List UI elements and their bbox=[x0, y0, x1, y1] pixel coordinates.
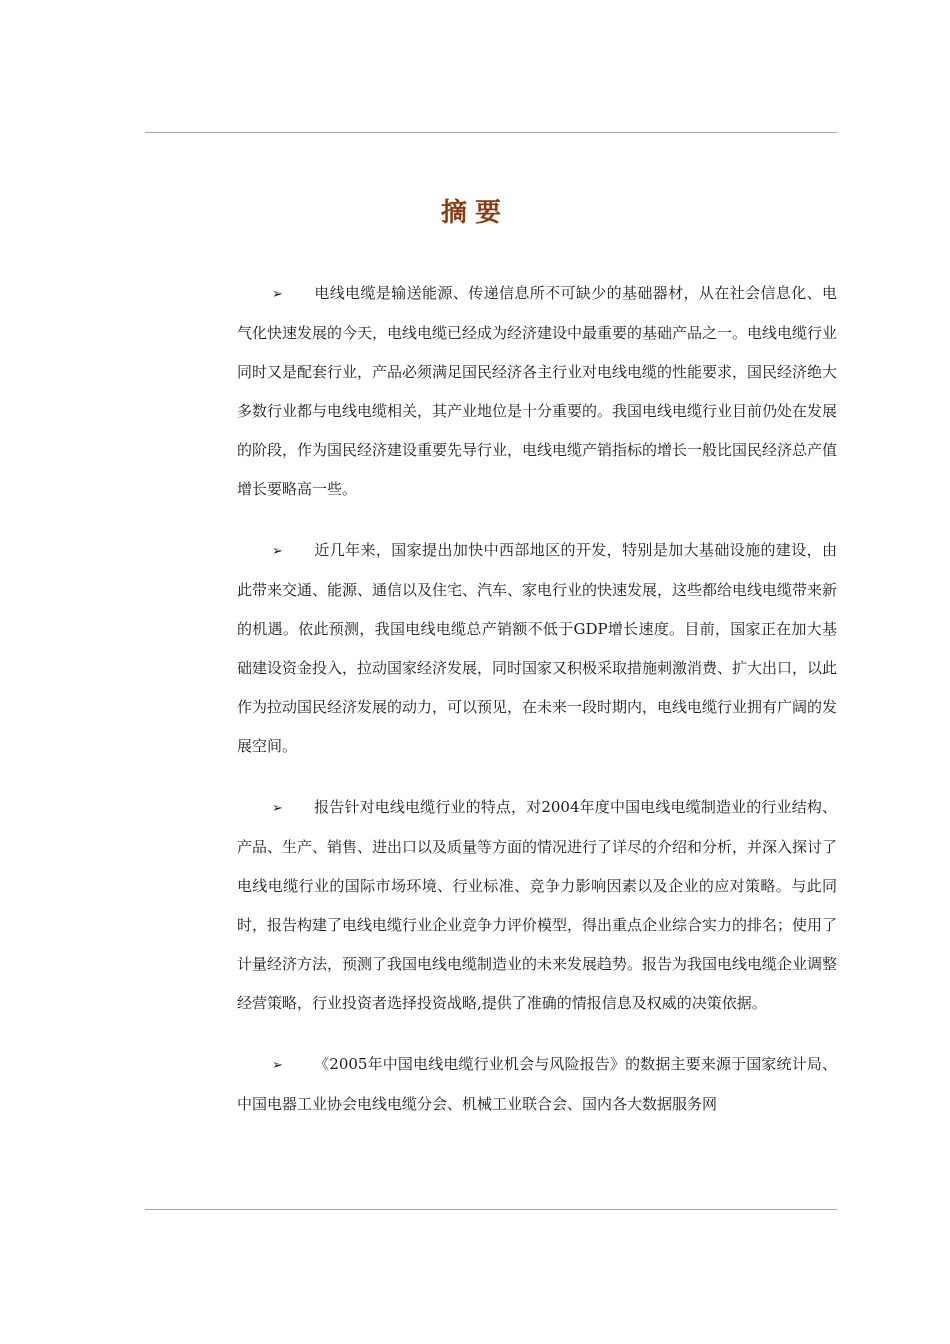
page-title: 摘要 bbox=[440, 198, 509, 228]
paragraph-text: 《2005年中国电线电缆行业机会与风险报告》的数据主要来源于国家统计局、中国电器工业协会电线电缆分会、机械工业联合会、国内各大数据服务网 bbox=[237, 1055, 837, 1113]
paragraph-4 bbox=[237, 1045, 837, 1124]
paragraph-2 bbox=[237, 531, 837, 766]
arrow-bullet-icon: ➢ bbox=[272, 287, 283, 302]
arrow-bullet-icon: ➢ bbox=[272, 1058, 283, 1073]
paragraph-text: 近几年来，国家提出加快中西部地区的开发，特别是加大基础设施的建设，由此带来交通、能源、通信以及住宅、汽车、家电行业的快速发展，这些都给电线电缆带来新的机遇。依此预测，我国电线电缆总产销额不低于GDP增长速度。目前，国家正在加大基础建设资金投入，拉动国家经济发展，同时国家又积极采取措施刺激消费、扩大出口，以此作为拉动国民经济发展的动力，可以预见，在未来一段时期内，电线电缆行业拥有广阔的发展空间。 bbox=[237, 541, 838, 755]
paragraph-1 bbox=[237, 274, 837, 509]
paragraph-3 bbox=[237, 788, 837, 1023]
abstract-body bbox=[237, 274, 837, 1146]
paragraph-text: 电线电缆是输送能源、传递信息所不可缺少的基础器材，从在社会信息化、电气化快速发展的今天，电线电缆已经成为经济建设中最重要的基础产品之一。电线电缆行业同时又是配套行业，产品必须满足国民经济各主行业对电线电缆的性能要求，国民经济绝大多数行业都与电线电缆相关，其产业地位是十分重要的。我国电线电缆行业目前仍处在发展的阶段，作为国民经济建设重要先导行业，电线电缆产销指标的增长一般比国民经济总产值增长要略高一些。 bbox=[237, 284, 838, 498]
arrow-bullet-icon: ➢ bbox=[272, 801, 283, 816]
paragraph-text: 报告针对电线电缆行业的特点，对2004年度中国电线电缆制造业的行业结构、产品、生产、销售、进出口以及质量等方面的情况进行了详尽的介绍和分析，并深入探讨了电线电缆行业的国际市场环境、行业标准、竞争力影响因素以及企业的应对策略。与此同时，报告构建了电线电缆行业企业竞争力评价模型，得出重点企业综合实力的排名；使用了计量经济方法，预测了我国电线电缆制造业的未来发展趋势。报告为我国电线电缆企业调整经营策略，行业投资者选择投资战略,提供了准确的情报信息及权威的决策依据。 bbox=[237, 798, 838, 1012]
header-divider bbox=[145, 132, 837, 133]
arrow-bullet-icon: ➢ bbox=[272, 544, 283, 559]
footer-divider bbox=[145, 1209, 837, 1210]
